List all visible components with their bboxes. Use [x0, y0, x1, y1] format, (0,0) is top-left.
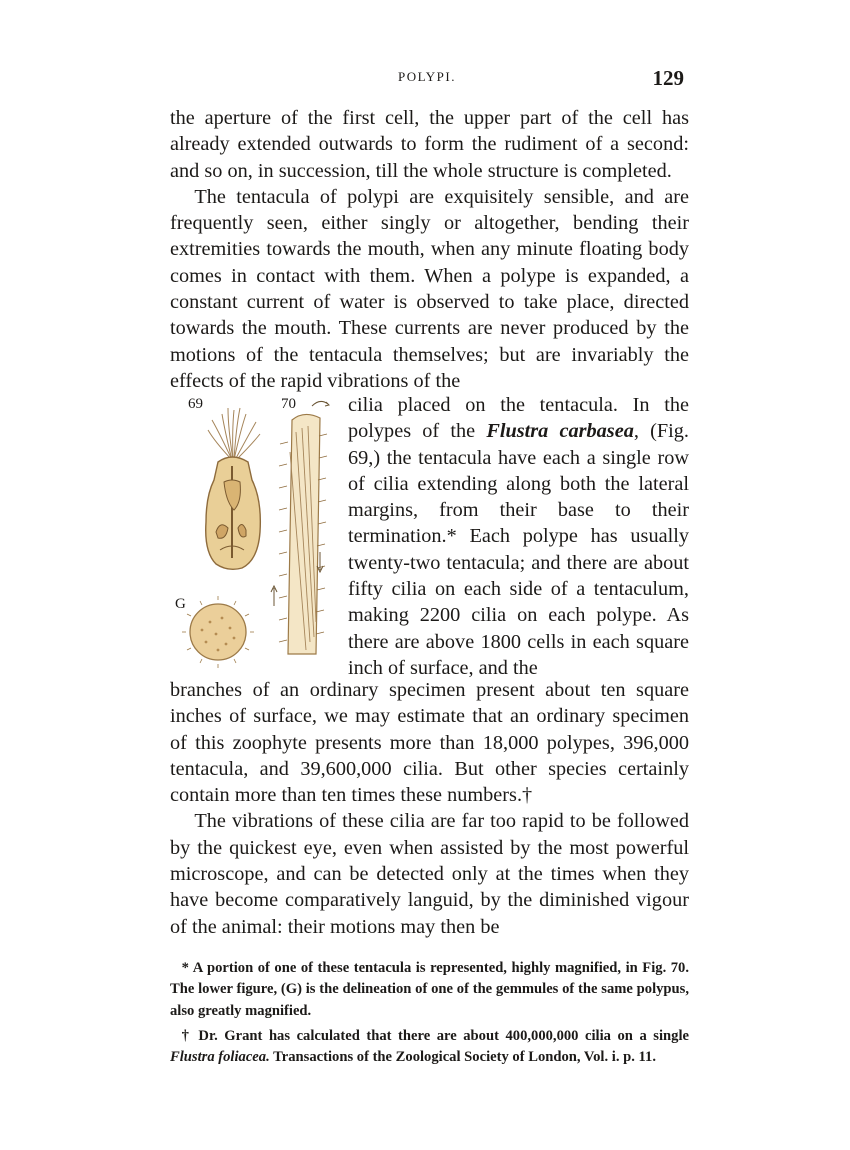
- fig-70-tentaculum: [271, 401, 329, 654]
- footnote-2-part-1: † Dr. Grant has calculated that there are about 400,000,000 cilia on a single: [181, 1027, 689, 1044]
- figure-text-part-2: , (Fig. 69,) the tentacula have each a single row of cilia extending along both the lateral margins, from their base to their termination.* Each polype has usually twenty-two tentacula; and there are about fifty cilia on each side of a tentaculum, making 2200 cilia on each polype. As there are above 1800 cells in each square inch of surface, and the: [348, 420, 689, 679]
- footnote-1: * A portion of one of these tentacula is represented, highly magnified, in Fig. 70. The lower figure, (G) is the delineation of one of the gemmules of the same polypus, also greatly magnified.: [170, 960, 689, 1019]
- figure-label-70: 70: [281, 396, 296, 412]
- footnote-2: [170, 1026, 689, 1069]
- paragraph-3: branches of an ordinary specimen present about ten square inches of surface, we may estimate that an ordinary specimen of this zoophyte presents more than 18,000 polypes, 396,000 tentacula, and 39,600,000 cilia. But other species certainly contain more than ten times these numbers.†: [170, 679, 689, 807]
- page-header: [170, 66, 690, 90]
- polype-illustration: [170, 392, 340, 668]
- figure-text-part-1: cilia placed on the tentacula. In the polypes of the: [348, 394, 689, 443]
- fig-69-polype: [206, 408, 261, 569]
- figure-block: [170, 392, 689, 679]
- species-name-flustra-carbasea: Flustra carbasea: [486, 420, 634, 443]
- figure-wrap-text: [348, 392, 689, 681]
- page-number: 129: [652, 66, 684, 90]
- figure-label-g: G: [175, 596, 186, 612]
- gemmule-g: [182, 596, 254, 668]
- figure-label-69: 69: [188, 396, 203, 412]
- species-name-flustra-foliacea: Flustra foliacea.: [170, 1049, 270, 1066]
- footnote-2-part-2: Transactions of the Zoological Society of London, Vol. i. p. 11.: [269, 1049, 656, 1066]
- body-text-bottom: [170, 677, 689, 940]
- paragraph-4: The vibrations of these cilia are far too rapid to be followed by the quickest eye, even when assisted by the most powerful microscope, and can be detected only at the times when they have become comparatively languid, by the diminished vigour of the animal: their motions may then be: [170, 810, 689, 938]
- paragraph-1: the aperture of the first cell, the upper part of the cell has already extended outwards to form the rudiment of a second: and so on, in succession, till the whole structure is completed.: [170, 107, 689, 182]
- figure-illustration: [170, 392, 340, 668]
- paragraph-2: The tentacula of polypi are exquisitely sensible, and are frequently seen, either singly or altogether, bending their extremities towards the mouth, when any minute floating body comes in contact with them. When a polype is expanded, a constant current of water is observed to take place, directed towards the mouth. These currents are never produced by the motions of the tentacula themselves; but are invariably the effects of the rapid vibrations of the: [170, 185, 689, 392]
- body-text-top: [170, 105, 689, 394]
- running-head: POLYPI.: [398, 69, 456, 84]
- footnotes: [170, 958, 689, 1072]
